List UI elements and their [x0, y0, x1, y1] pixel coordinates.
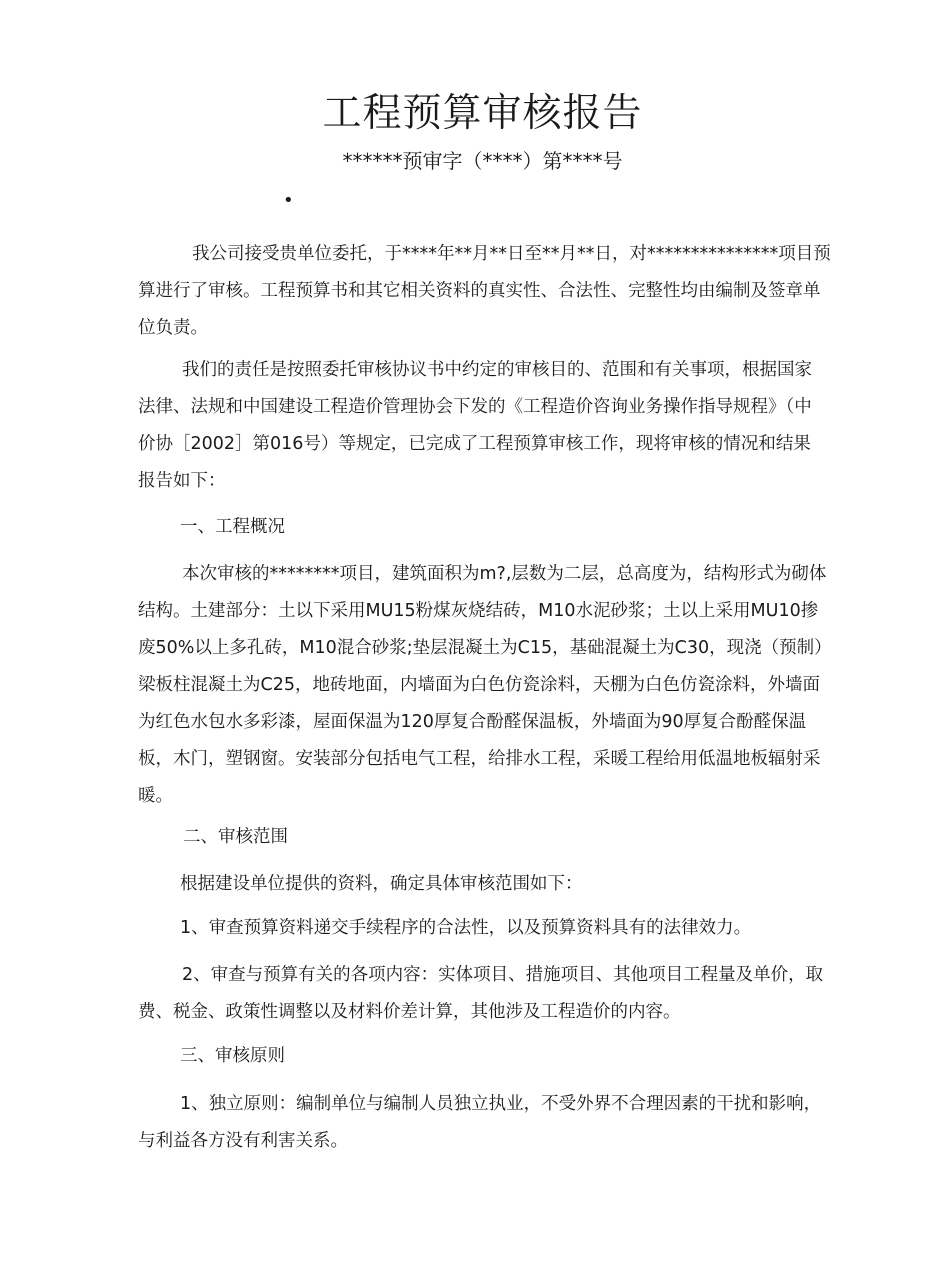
section-heading-principles: 三、审核原则: [180, 1046, 285, 1066]
document-number: ******预审字（****）第****号: [342, 149, 623, 173]
section-heading-scope: 二、审核范围: [183, 827, 288, 847]
paragraph-commission: 我公司接受贵单位委托，于****年**月**日至**月**日，对***************项目预算进行了审核。工程预算书和其它相关资料的真实性、合法性、完整性均由编制及签章单位负责。: [138, 244, 831, 338]
paragraph-scope-intro: 根据建设单位提供的资料，确定具体审核范围如下：: [180, 874, 583, 894]
document-title: 工程预算审核报告: [322, 91, 643, 136]
paragraph-responsibility: 我们的责任是按照委托审核协议书中约定的审核目的、范围和有关事项，根据国家法律、法规和中国建设工程造价管理协会下发的《工程造价咨询业务操作指导规程》（中价协［2002］第016号）等规定，已完成了工程预算审核工作，现将审核的情况和结果报告如下：: [138, 360, 812, 491]
bullet-mark: •: [283, 190, 294, 211]
paragraph-scope-item-1: 1、审查预算资料递交手续程序的合法性，以及预算资料具有的法律效力。: [180, 918, 752, 938]
section-heading-overview: 一、工程概况: [180, 517, 285, 537]
paragraph-overview: 本次审核的********项目，建筑面积为m?,层数为二层，总高度为，结构形式为砌体结构。土建部分：土以下采用MU15粉煤灰烧结砖，M10水泥砂浆；土以上采用MU10掺废50%以上多孔砖，M10混合砂浆;垫层混凝土为C15，基础混凝土为C30，现浇（预制）梁板柱混凝土为C25，地砖地面，内墙面为白色仿瓷涂料，天棚为白色仿瓷涂料，外墙面为红色水包水多彩漆，屋面保温为120厚复合酚醛保温板，外墙面为90厚复合酚醛保温板，木门，塑钢窗。安装部分包括电气工程，给排水工程，采暖工程给用低温地板辐射采暖。: [138, 564, 827, 806]
paragraph-scope-item-2: 2、审查与预算有关的各项内容：实体项目、措施项目、其他项目工程量及单价，取费、税金、政策性调整以及材料价差计算，其他涉及工程造价的内容。: [138, 965, 824, 1022]
paragraph-principle-1: 1、独立原则：编制单位与编制人员独立执业，不受外界不合理因素的干扰和影响，与利益各方没有利害关系。: [138, 1094, 822, 1151]
